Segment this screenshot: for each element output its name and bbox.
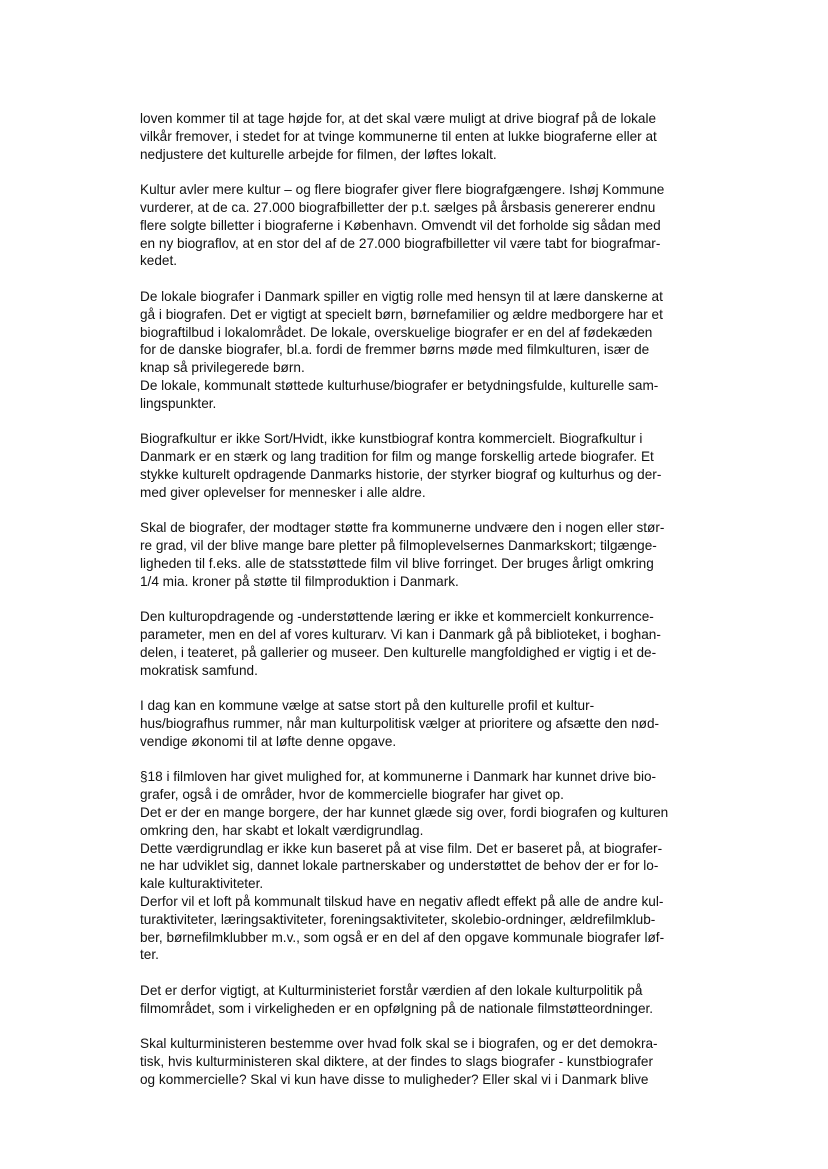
text-line: mokratisk samfund. (140, 662, 258, 678)
body-paragraph (140, 1035, 708, 1088)
body-paragraph (140, 288, 708, 413)
text-line: Det er derfor vigtigt, at Kulturministeriet forstår værdien af den lokale kulturpolitik på (140, 983, 643, 999)
text-line: Dette værdigrundlag er ikke kun baseret på at vise film. Det er baseret på, at biografer- (140, 840, 663, 856)
text-line: Danmark er en stærk og lang tradition for film og mange forskellig artede biografer. Et (140, 449, 654, 465)
text-line: og kommercielle? Skal vi kun have disse to muligheder? Eller skal vi i Danmark blive (140, 1072, 649, 1088)
text-line: kedet. (140, 253, 178, 269)
text-line: De lokale, kommunalt støttede kulturhuse/biografer er betydningsfulde, kulturelle sam- (140, 377, 659, 393)
text-line: 1/4 mia. kroner på støtte til filmproduktion i Danmark. (140, 573, 459, 589)
body-paragraph (140, 697, 708, 750)
text-line: biograftilbud i lokalområdet. De lokale, overskuelige biografer er en del af fødekæden (140, 324, 653, 340)
text-line: vilkår fremover, i stedet for at tvinge kommunerne til enten at lukke biograferne eller at (140, 128, 657, 144)
text-line: I dag kan en kommune vælge at satse stort på den kulturelle profil et kultur- (140, 698, 595, 714)
text-line: vurderer, at de ca. 27.000 biografbilletter der p.t. sælges på årsbasis genererer endnu (140, 199, 656, 215)
text-line: Skal kulturministeren bestemme over hvad folk skal se i biografen, og er det demokra- (140, 1036, 658, 1052)
text-line: Biografkultur er ikke Sort/Hvidt, ikke kunstbiograf kontra kommercielt. Biografkultur i (140, 431, 643, 447)
text-line: Derfor vil et loft på kommunalt tilskud have en negativ afledt effekt på alle de andre kul- (140, 894, 664, 910)
text-line: med giver oplevelser for mennesker i alle aldre. (140, 484, 426, 500)
text-line: ter. (140, 947, 159, 963)
text-line: grafer, også i de områder, hvor de kommercielle biografer har givet op. (140, 787, 564, 803)
text-line: Kultur avler mere kultur – og flere biografer giver flere biografgængere. Ishøj Kommune (140, 182, 665, 198)
text-line: omkring den, har skabt et lokalt værdigrundlag. (140, 822, 424, 838)
text-line: stykke kulturelt opdragende Danmarks historie, der styrker biograf og kulturhus og der- (140, 466, 662, 482)
text-line: Den kulturopdragende og -understøttende læring er ikke et kommercielt konkurrence- (140, 609, 654, 625)
text-line: en ny biograflov, at en stor del af de 27.000 biografbilletter vil være tabt for biografmar- (140, 235, 661, 251)
text-line: §18 i filmloven har givet mulighed for, at kommunerne i Danmark har kunnet drive bio- (140, 769, 657, 785)
text-line: loven kommer til at tage højde for, at det skal være muligt at drive biograf på de lokale (140, 111, 657, 126)
body-paragraph (140, 768, 708, 964)
text-line: gå i biografen. Det er vigtigt at specielt børn, børnefamilier og ældre medborgere har et (140, 306, 663, 322)
text-line: ber, børnefilmklubber m.v., som også er en del af den opgave kommunale biografer løf- (140, 929, 665, 945)
body-paragraph (140, 519, 708, 590)
text-line: knap så privilegerede børn. (140, 360, 305, 376)
text-line: ligheden til f.eks. alle de statsstøttede film vil blive forringet. Der bruges årligt omkring (140, 555, 654, 571)
text-line: for de danske biografer, bl.a. fordi de fremmer børns møde med filmkulturen, især de (140, 342, 650, 358)
text-line: turaktiviteter, læringsaktiviteter, foreningsaktiviteter, skolebio-ordninger, ældrefilmklub- (140, 911, 656, 927)
text-line: De lokale biografer i Danmark spiller en vigtig rolle med hensyn til at lære danskerne at (140, 288, 663, 304)
body-paragraph (140, 608, 708, 679)
text-line: vendige økonomi til at løfte denne opgave. (140, 733, 397, 749)
text-line: tisk, hvis kulturministeren skal diktere, at der findes to slags biografer - kunstbiografer (140, 1054, 654, 1070)
text-line: ne har udviklet sig, dannet lokale partnerskaber og understøttet de behov der er for lo- (140, 858, 659, 874)
body-paragraph (140, 982, 708, 1018)
text-line: Skal de biografer, der modtager støtte fra kommunerne undvære den i nogen eller stør- (140, 520, 665, 536)
text-line: nedjustere det kulturelle arbejde for filmen, der løftes lokalt. (140, 146, 497, 162)
text-line: kale kulturaktiviteter. (140, 876, 264, 892)
text-line: hus/biografhus rummer, når man kulturpolitisk vælger at prioritere og afsætte den nød- (140, 716, 660, 732)
text-line: parameter, men en del af vores kulturarv. Vi kan i Danmark gå på biblioteket, i boghan- (140, 627, 661, 643)
text-line: delen, i teateret, på gallerier og museer. Den kulturelle mangfoldighed er vigtig i et de- (140, 644, 657, 660)
body-paragraph (140, 110, 708, 163)
text-line: filmområdet, som i virkeligheden er en opfølgning på de nationale filmstøtteordninger. (140, 1000, 654, 1016)
body-paragraph (140, 430, 708, 501)
body-paragraph (140, 181, 708, 270)
text-line: Det er der en mange borgere, der har kunnet glæde sig over, fordi biografen og kulturen (140, 805, 669, 821)
text-line: flere solgte billetter i biograferne i København. Omvendt vil det forholde sig sådan med (140, 217, 661, 233)
text-line: re grad, vil der blive mange bare pletter på filmoplevelsernes Danmarkskort; tilgænge- (140, 538, 657, 554)
document-page (140, 110, 708, 1107)
text-line: lingspunkter. (140, 395, 217, 411)
